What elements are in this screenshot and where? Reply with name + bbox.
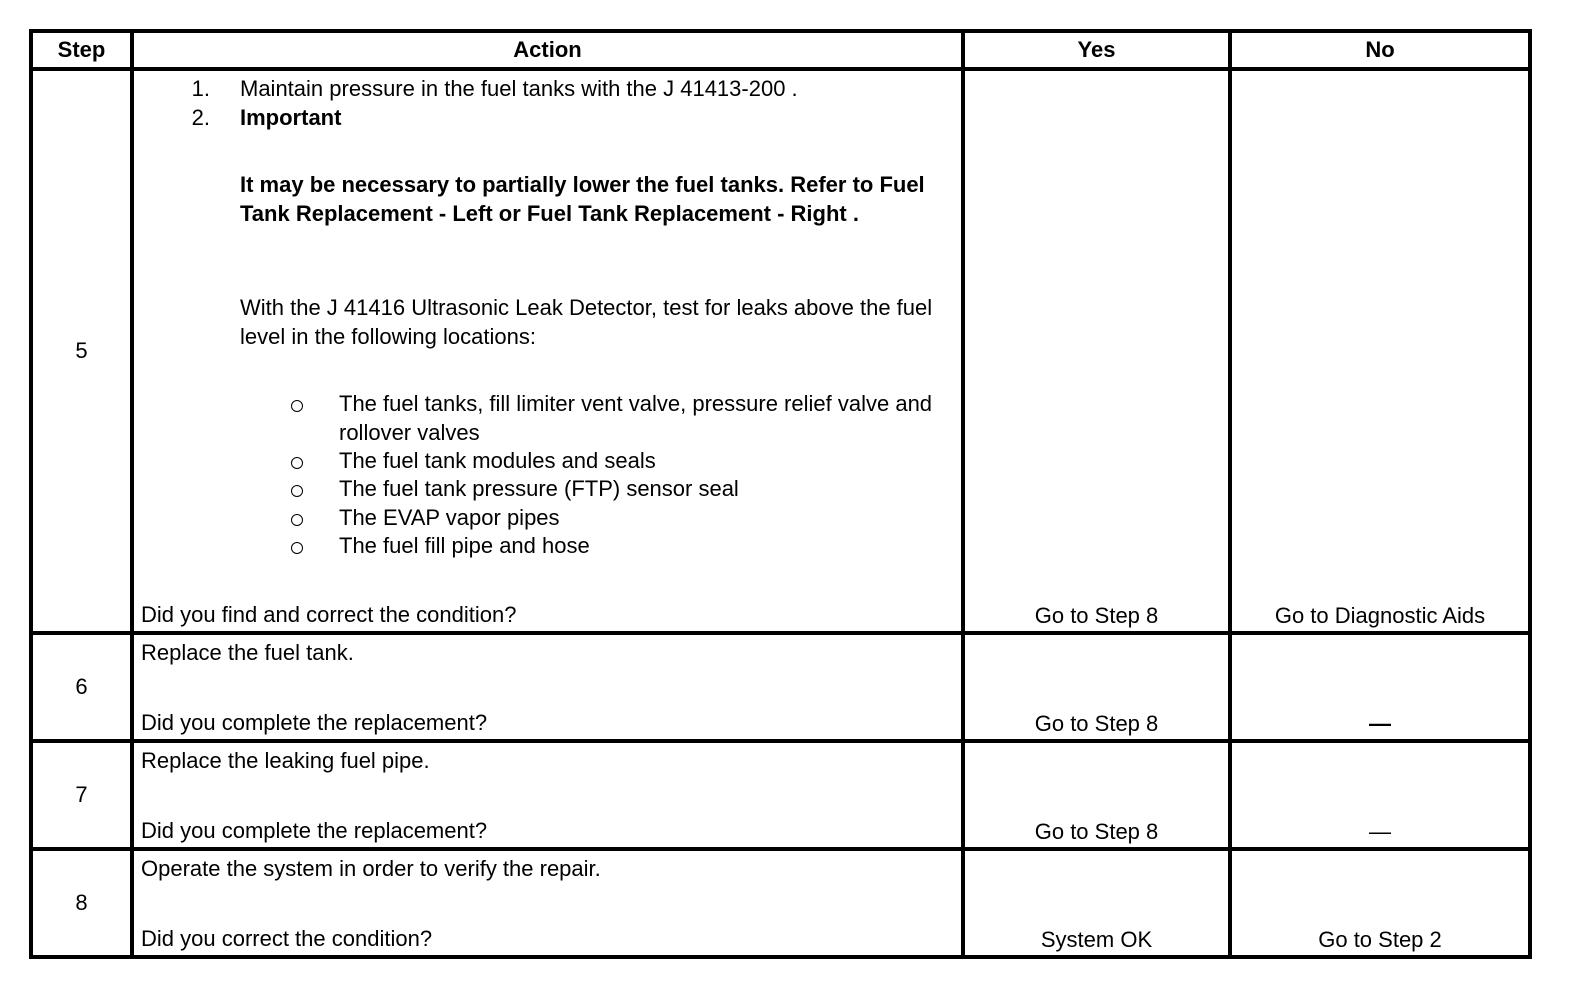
header-action: Action <box>132 31 963 69</box>
location-item: The fuel tank pressure (FTP) sensor seal <box>339 476 739 501</box>
bullet-icon <box>291 485 303 497</box>
question-text: Did you correct the condition? <box>141 925 433 951</box>
step-number: 5 <box>31 69 132 633</box>
table-row-step-5 <box>31 69 1530 633</box>
step-number: 6 <box>31 633 132 741</box>
yes-result: Go to Step 8 <box>1034 819 1159 844</box>
table-row-step-8 <box>31 849 1530 957</box>
no-cell <box>1230 849 1530 957</box>
bullet-icon <box>291 457 303 469</box>
no-cell <box>1230 633 1530 741</box>
location-item: The EVAP vapor pipes <box>339 505 560 530</box>
important-note: It may be necessary to partially lower the fuel tanks. Refer to Fuel Tank Replacement - Left or Fuel Tank Replacement - Right . <box>240 172 925 226</box>
action-cell <box>132 69 963 633</box>
action-cell <box>132 741 963 849</box>
action-text: Operate the system in order to verify the repair. <box>141 856 601 881</box>
no-result: — <box>1369 819 1391 844</box>
table-row-step-7 <box>31 741 1530 849</box>
location-item: The fuel fill pipe and hose <box>339 533 590 558</box>
no-cell <box>1230 69 1530 633</box>
question-text: Did you find and correct the condition? <box>141 601 517 627</box>
location-item: The fuel tank modules and seals <box>339 448 656 473</box>
action-cell <box>132 633 963 741</box>
yes-result: System OK <box>1040 927 1153 952</box>
no-result: — <box>1369 711 1391 736</box>
action-cell <box>132 849 963 957</box>
action-text: Replace the leaking fuel pipe. <box>141 748 430 773</box>
header-no: No <box>1230 31 1530 69</box>
no-result: Go to Step 2 <box>1318 927 1442 952</box>
step-text: Maintain pressure in the fuel tanks with the J 41413-200 . <box>240 76 798 101</box>
header-yes: Yes <box>963 31 1230 69</box>
bullet-icon <box>291 514 303 526</box>
location-item: The fuel tanks, fill limiter vent valve, pressure relief valve and rollover valves <box>339 391 933 445</box>
yes-cell <box>963 741 1230 849</box>
instruction-text: With the J 41416 Ultrasonic Leak Detector, test for leaks above the fuel level in the following locations: <box>240 295 933 349</box>
question-text: Did you complete the replacement? <box>141 709 488 735</box>
action-text: Replace the fuel tank. <box>141 640 354 665</box>
yes-cell <box>963 633 1230 741</box>
no-result: Go to Diagnostic Aids <box>1274 603 1486 628</box>
question-text: Did you complete the replacement? <box>141 817 488 843</box>
bullet-icon <box>291 542 303 554</box>
no-cell <box>1230 741 1530 849</box>
yes-cell <box>963 849 1230 957</box>
diagnostic-table <box>29 29 1532 959</box>
header-step: Step <box>31 31 132 69</box>
list-number: 1. <box>191 76 210 101</box>
header-row <box>31 31 1530 69</box>
step-number: 8 <box>31 849 132 957</box>
important-label: Important <box>240 105 342 130</box>
yes-result: Go to Step 8 <box>1034 711 1159 736</box>
list-number: 2. <box>191 105 210 130</box>
bullet-icon <box>291 400 303 412</box>
yes-result: Go to Step 8 <box>1034 603 1159 628</box>
yes-cell <box>963 69 1230 633</box>
table-row-step-6 <box>31 633 1530 741</box>
step-number: 7 <box>31 741 132 849</box>
